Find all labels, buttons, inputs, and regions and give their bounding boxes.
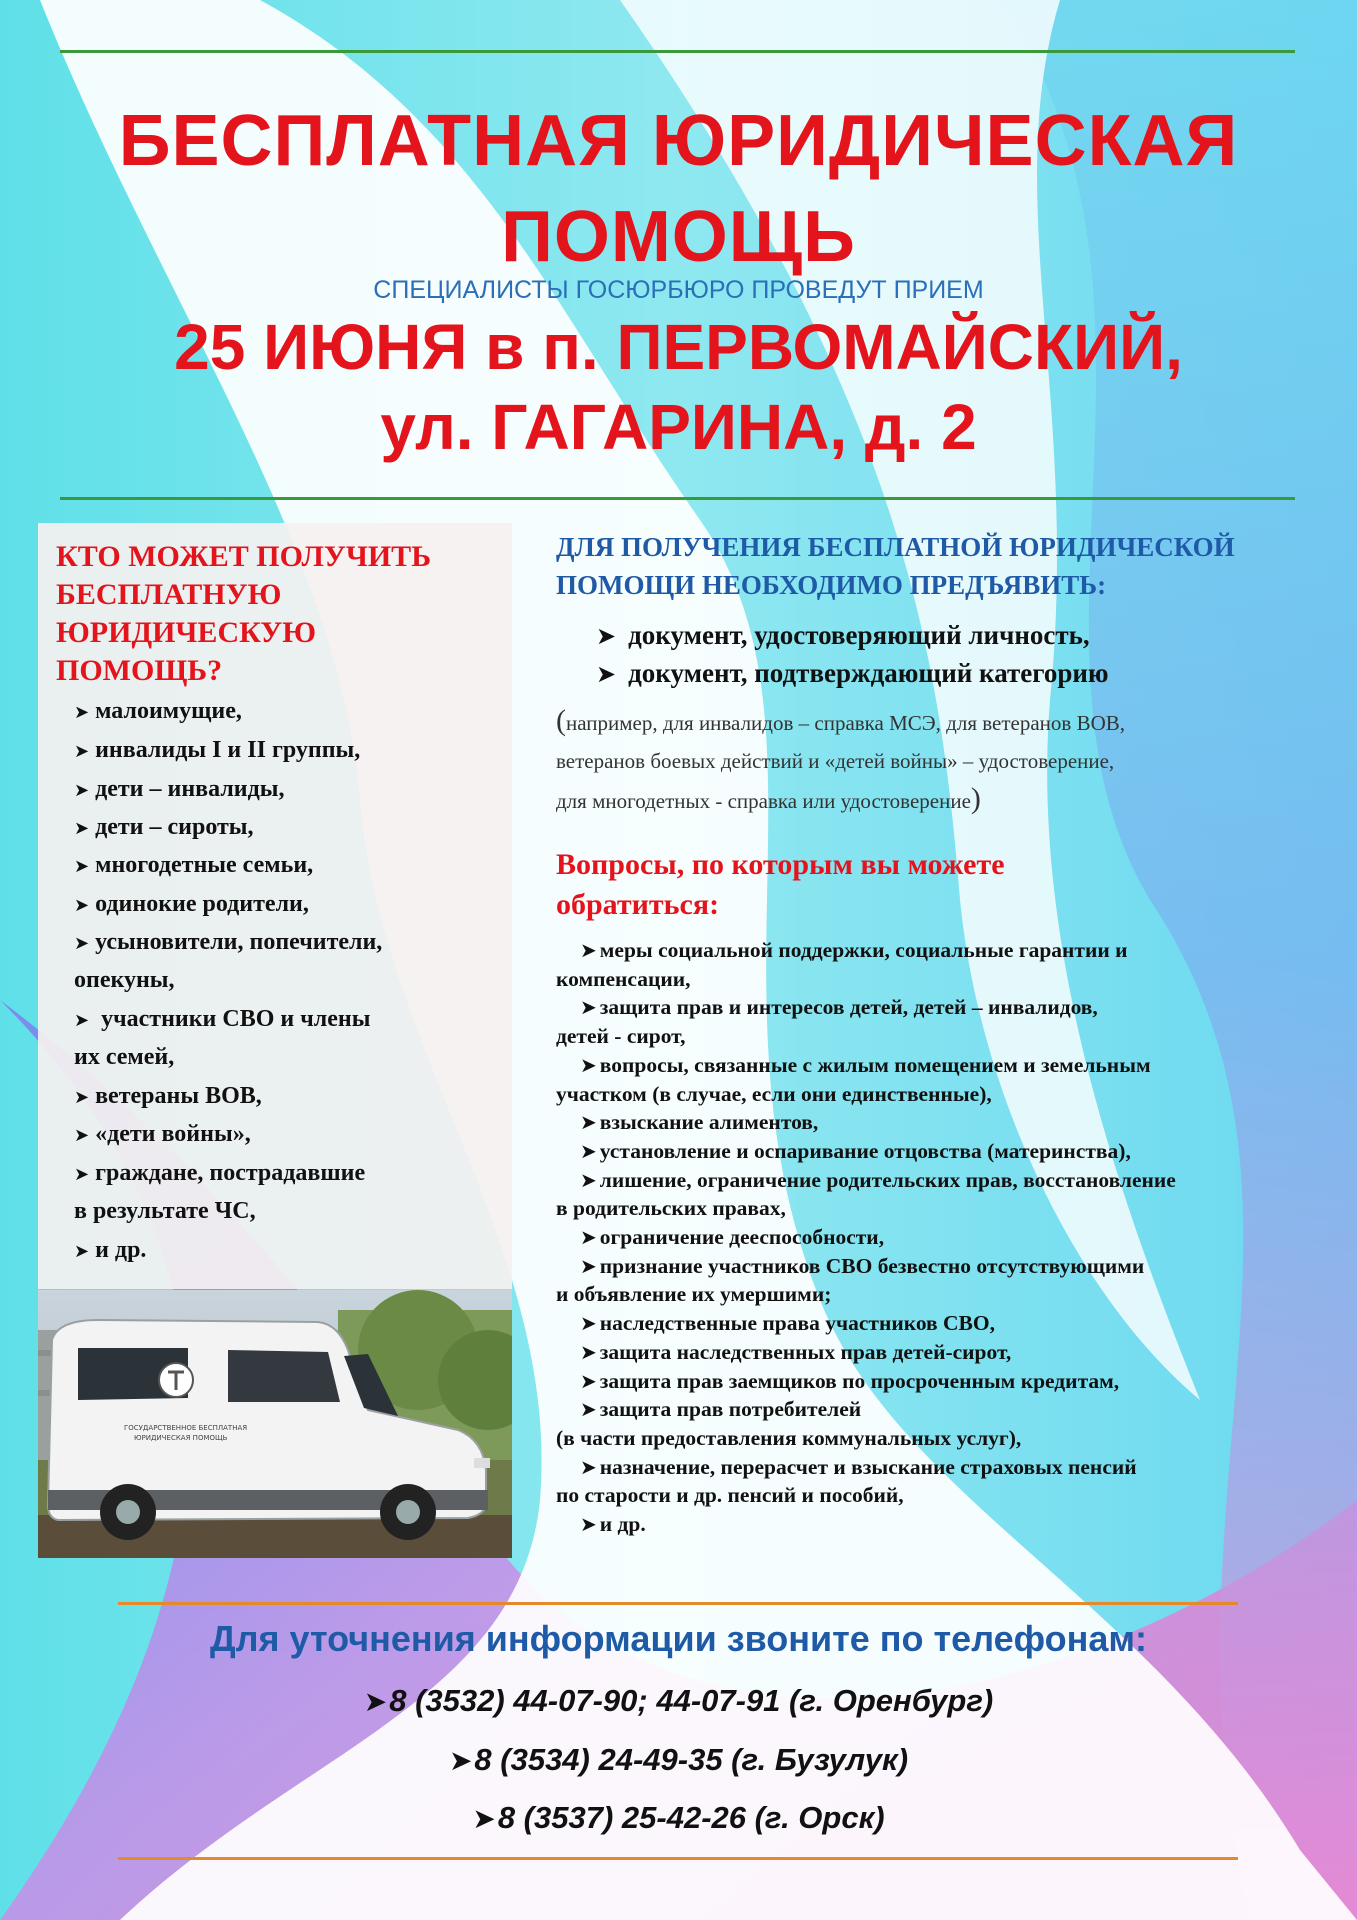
phone-orsk: ➤8 (3537) 25-42-26 (г. Орск) [472,1800,885,1835]
eligibility-item: ➤ дети – сироты, [74,814,254,840]
arrow-bullet-icon: ➤ [596,622,617,650]
main-title-line1: БЕСПЛАТНАЯ ЮРИДИЧЕСКАЯ [118,101,1239,181]
arrow-bullet-icon: ➤ [74,933,90,954]
subtitle: СПЕЦИАЛИСТЫ ГОСЮРБЮРО ПРОВЕДУТ ПРИЕМ [373,276,984,304]
eligibility-item: ➤ ветераны ВОВ, [74,1083,262,1109]
arrow-bullet-icon: ➤ [580,1512,597,1536]
arrow-bullet-icon: ➤ [363,1685,388,1718]
question-line: ➤ лишение, ограничение родительских прав, восстановление [580,1167,1176,1192]
arrow-bullet-icon: ➤ [580,1138,597,1163]
arrow-bullet-icon: ➤ [580,1397,597,1422]
arrow-bullet-icon: ➤ [74,702,90,723]
arrow-bullet-icon: ➤ [580,1052,597,1077]
question-line: детей - сирот, [556,1024,686,1049]
question-line: ➤ защита прав и интересов детей, детей – инвалидов, [580,995,1098,1020]
arrow-bullet-icon: ➤ [448,1744,473,1777]
question-line: участком (в случае, если они единственные), [556,1081,992,1106]
question-line: ➤ взыскание алиментов, [580,1110,819,1135]
question-line: в родительских правах, [556,1196,786,1221]
question-line: ➤ признание участников СВО безвестно отсутствующими [580,1253,1145,1278]
eligibility-item: ➤ инвалиды I и II группы, [74,737,361,763]
eligibility-item: ➤ граждане, пострадавшие [74,1160,366,1186]
question-line: по старости и др. пенсий и пособий, [556,1483,904,1508]
arrow-bullet-icon: ➤ [596,660,617,688]
arrow-bullet-icon: ➤ [580,1253,597,1278]
document-item: ➤ документ, подтверждающий категорию [596,658,1109,688]
eligibility-item: ➤ малоимущие, [74,698,242,724]
van-side-text-2: ЮРИДИЧЕСКАЯ ПОМОЩЬ [134,1434,228,1442]
eligibility-item: ➤ и др. [74,1237,147,1263]
eligibility-item: ➤ одинокие родители, [74,891,309,917]
contacts-heading: Для уточнения информации звоните по телефонам: [209,1618,1148,1659]
question-line: ➤ назначение, перерасчет и взыскание страховых пенсий [580,1454,1137,1479]
arrow-bullet-icon: ➤ [74,1125,90,1146]
eligibility-heading: КТО МОЖЕТ ПОЛУЧИТЬ БЕСПЛАТНУЮ ЮРИДИЧЕСКУЮ ПОМОЩЬ? [56,540,432,687]
address: ул. ГАГАРИНА, д. 2 [380,391,977,463]
eligibility-item-continuation: опекуны, [74,967,175,993]
arrow-bullet-icon: ➤ [74,1241,90,1262]
arrow-bullet-icon: ➤ [74,895,90,916]
question-line: ➤ ограничение дееспособности, [580,1225,885,1249]
arrow-bullet-icon: ➤ [580,1339,597,1364]
top-rule [60,50,1295,53]
arrow-bullet-icon: ➤ [580,1368,597,1393]
eligibility-item: ➤ «дети войны», [74,1121,251,1147]
eligibility-item: ➤ усыновители, попечители, [74,929,383,955]
eligibility-item-continuation: в результате ЧС, [74,1198,256,1224]
arrow-bullet-icon: ➤ [580,995,597,1020]
arrow-bullet-icon: ➤ [74,741,90,762]
arrow-bullet-icon: ➤ [580,1454,597,1479]
header-bottom-rule [60,497,1295,500]
question-line: ➤ меры социальной поддержки, социальные гарантии и [580,938,1128,962]
arrow-bullet-icon: ➤ [580,1110,597,1135]
question-line: и объявление их умершими; [556,1282,832,1307]
van-side-text-1: ГОСУДАРСТВЕННОЕ БЕСПЛАТНАЯ [124,1424,248,1432]
documents-heading: ДЛЯ ПОЛУЧЕНИЯ БЕСПЛАТНОЙ ЮРИДИЧЕСКОЙ ПОМОЩИ НЕОБХОДИМО ПРЕДЪЯВИТЬ: [556,532,1235,600]
phone-orenburg: ➤8 (3532) 44-07-90; 44-07-91 (г. Оренбург) [363,1683,994,1718]
arrow-bullet-icon: ➤ [74,1164,90,1185]
mobile-office-van-photo [38,1290,512,1558]
arrow-bullet-icon: ➤ [580,1167,597,1192]
questions-heading: Вопросы, по которым вы можете обратиться: [556,848,1005,921]
arrow-bullet-icon: ➤ [74,780,90,801]
question-line: ➤ вопросы, связанные с жилым помещением и земельным [580,1052,1151,1077]
question-line: ➤ и др. [580,1512,646,1536]
eligibility-item: ➤ участники СВО и члены [74,1006,371,1032]
arrow-bullet-icon: ➤ [74,818,90,839]
date-place: 25 ИЮНЯ в п. ПЕРВОМАЙСКИЙ, [174,311,1183,383]
arrow-bullet-icon: ➤ [472,1802,496,1835]
arrow-bullet-icon: ➤ [74,1087,90,1108]
question-line: ➤ наследственные права участников СВО, [580,1311,995,1336]
contacts-bottom-rule [118,1857,1238,1860]
question-line: ➤ защита прав потребителей [580,1397,862,1422]
arrow-bullet-icon: ➤ [580,1311,597,1336]
arrow-bullet-icon: ➤ [74,1010,90,1031]
eligibility-item: ➤ дети – инвалиды, [74,776,285,802]
eligibility-item: ➤ многодетные семьи, [74,852,314,878]
phone-buzuluk: ➤8 (3534) 24-49-35 (г. Бузулук) [448,1742,909,1777]
document-item: ➤ документ, удостоверяющий личность, [596,620,1090,650]
documents-note: (например, для инвалидов – справка МСЭ, для ветеранов ВОВ, ветеранов боевых действий и «детей войны» – удостоверение, для многодетных - справка или удостоверение) [556,704,1126,815]
question-line: ➤ установление и оспаривание отцовства (материнства), [580,1138,1131,1163]
question-line: компенсации, [556,966,691,991]
contacts-top-rule [118,1602,1238,1605]
question-line: ➤ защита наследственных прав детей-сирот, [580,1339,1012,1364]
main-title-line2: ПОМОЩЬ [501,197,856,277]
arrow-bullet-icon: ➤ [580,938,597,962]
question-line: (в части предоставления коммунальных услуг), [556,1425,1022,1450]
eligibility-item-continuation: их семей, [74,1044,175,1070]
question-line: ➤ защита прав заемщиков по просроченным кредитам, [580,1368,1120,1393]
arrow-bullet-icon: ➤ [74,856,90,877]
arrow-bullet-icon: ➤ [580,1225,597,1249]
